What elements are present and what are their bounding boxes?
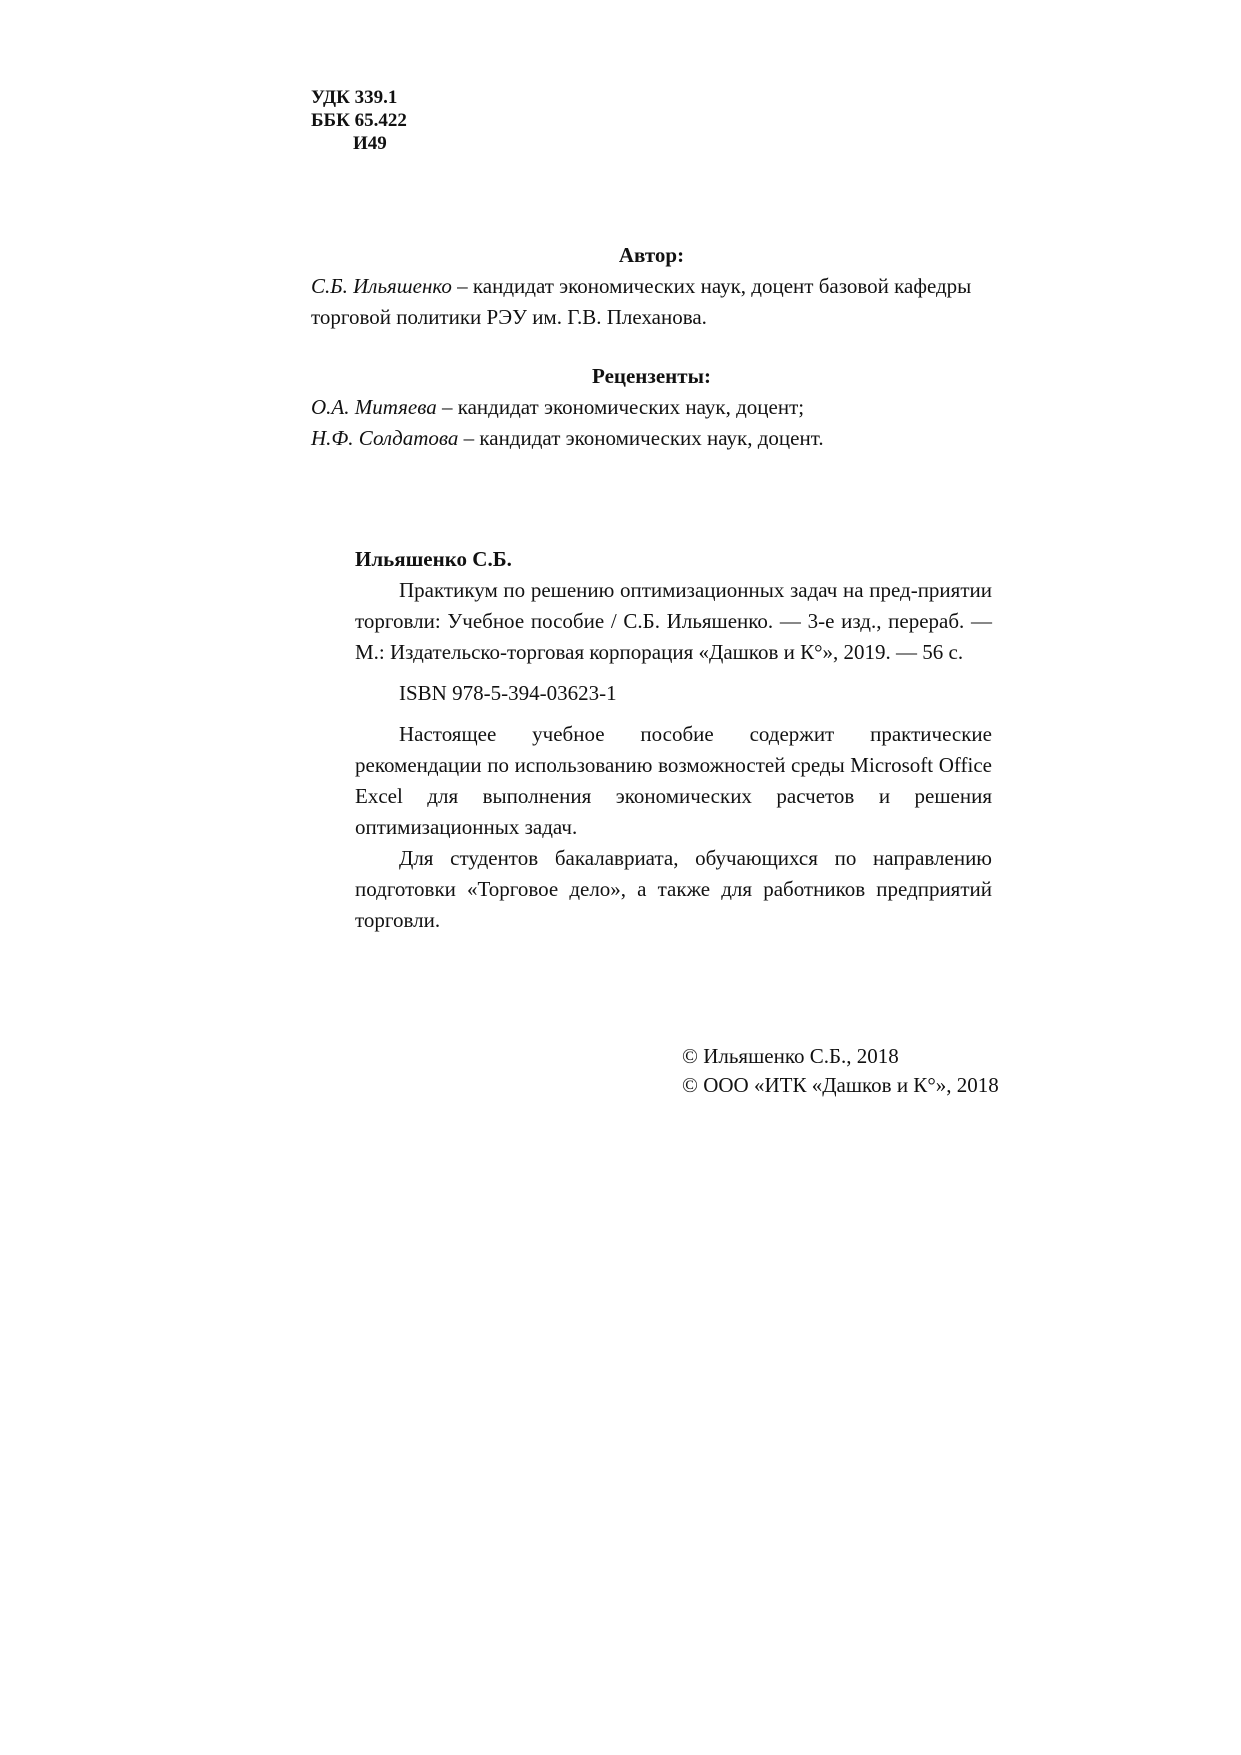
reviewer-item xyxy=(311,392,992,423)
udk-code: УДК 339.1 xyxy=(311,87,398,108)
reviewers-heading: Рецензенты: xyxy=(592,364,711,388)
author-sign-code: И49 xyxy=(353,133,387,154)
bbk-code: ББК 65.422 xyxy=(311,110,407,131)
reviewer-desc: – кандидат экономических наук, доцент; xyxy=(436,395,805,419)
copyright-publisher: © ООО «ИТК «Дашков и К°», 2018 xyxy=(682,1073,999,1097)
author-desc-line1: – кандидат экономических наук, доцент базовой кафедры xyxy=(451,274,972,298)
biblio-author: Ильяшенко С.Б. xyxy=(355,547,512,571)
author-section xyxy=(311,240,992,333)
abstract: Настоящее учебное пособие содержит практические рекомендации по использованию возможностей среды Microsoft Office Excel для выполнения экономических расчетов и решения оптимизационных задач. xyxy=(355,722,992,839)
copyright-block xyxy=(682,1042,999,1100)
author-description xyxy=(311,271,992,302)
reviewer-item xyxy=(311,423,992,454)
reviewer-name: О.А. Митяева xyxy=(311,395,437,419)
copyright-author: © Ильяшенко С.Б., 2018 xyxy=(682,1044,899,1068)
author-desc-line2: торговой политики РЭУ им. Г.В. Плеханова. xyxy=(311,305,707,329)
classification-codes xyxy=(311,86,407,155)
audience: Для студентов бакалавриата, обучающихся по направлению подготовки «Торговое дело», а также для работников предприятий торговли. xyxy=(355,846,992,932)
author-heading: Автор: xyxy=(618,243,685,267)
isbn: ISBN 978-5-394-03623-1 xyxy=(399,681,617,705)
reviewer-desc: – кандидат экономических наук, доцент. xyxy=(458,426,824,450)
reviewers-section xyxy=(311,361,992,454)
biblio-citation: Практикум по решению оптимизационных задач на пред-приятии торговли: Учебное пособие / С.Б. Ильяшенко. — 3-е изд., перераб. — М.: Издательско-торговая корпорация «Дашков и К°», 2019. — 56 с. xyxy=(355,578,992,664)
bibliographic-description xyxy=(355,544,992,936)
author-name: С.Б. Ильяшенко xyxy=(311,274,452,298)
reviewer-name: Н.Ф. Солдатова xyxy=(311,426,459,450)
